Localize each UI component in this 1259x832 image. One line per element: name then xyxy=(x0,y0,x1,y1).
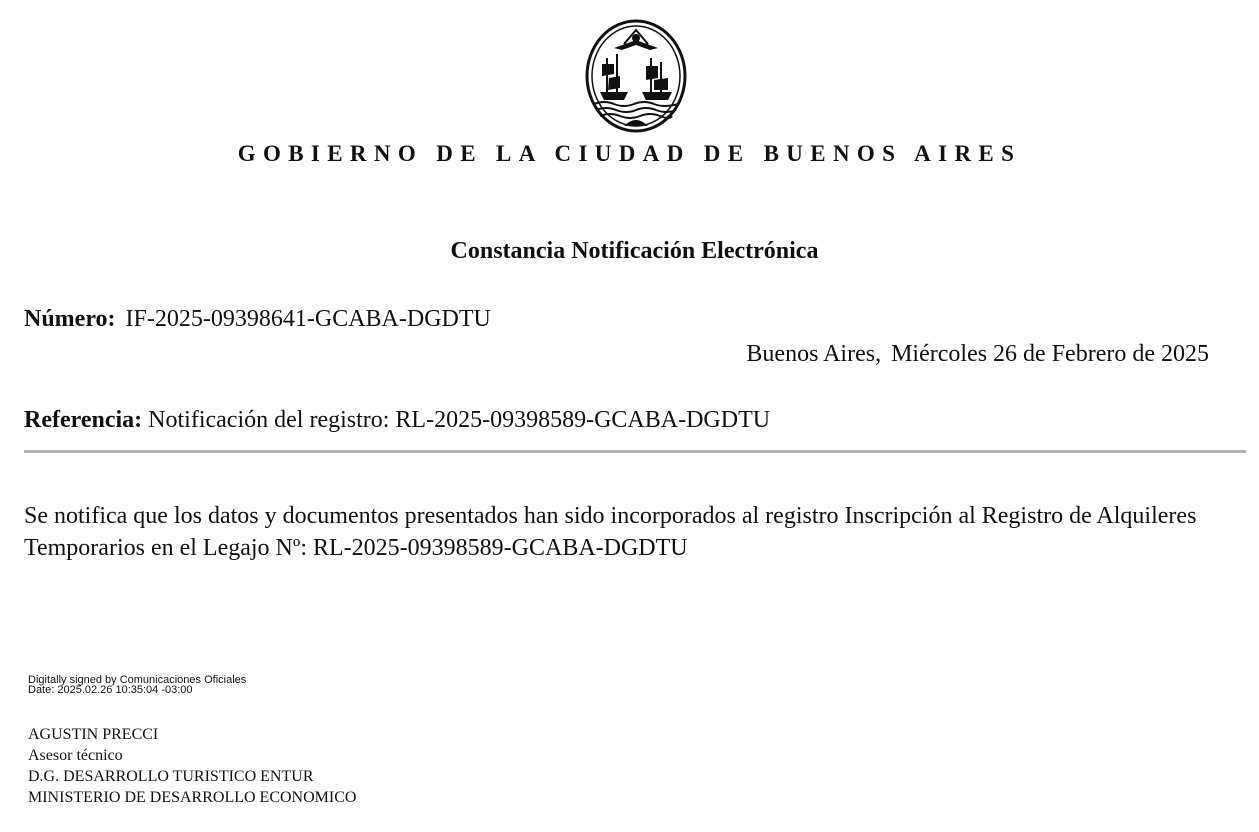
place: Buenos Aires, xyxy=(746,341,882,367)
signer-department: D.G. DESARROLLO TURISTICO ENTUR xyxy=(28,768,314,785)
date-value: Miércoles 26 de Febrero de 2025 xyxy=(891,341,1209,367)
digital-signed-line: Digitally signed by Comunicaciones Oficiales xyxy=(28,674,247,686)
numero-label: Número: xyxy=(24,306,116,332)
referencia-value: Notificación del registro: RL-2025-09398589-GCABA-DGDTU xyxy=(148,407,771,433)
document-title: Constancia Notificación Electrónica xyxy=(450,238,819,264)
signer-ministry: MINISTERIO DE DESARROLLO ECONOMICO xyxy=(28,789,357,806)
coat-of-arms-icon xyxy=(584,18,688,134)
digital-signature-stamp xyxy=(28,675,246,695)
digital-date-line: Date: 2025.02.26 10:35:04 -03:00 xyxy=(28,684,193,696)
document-number xyxy=(24,306,491,333)
referencia-label: Referencia: xyxy=(24,407,143,433)
document-date xyxy=(746,341,1209,368)
signer-role: Asesor técnico xyxy=(28,747,123,764)
signer-name: AGUSTIN PRECCI xyxy=(28,726,159,743)
government-name: GOBIERNO DE LA CIUDAD DE BUENOS AIRES xyxy=(237,141,1022,166)
signer-block xyxy=(28,724,356,808)
reference xyxy=(24,407,770,434)
numero-value: IF-2025-09398641-GCABA-DGDTU xyxy=(125,306,491,332)
notification-body: Se notifica que los datos y documentos presentados han sido incorporados al registro Inscripción al Registro de Alquileres Temporarios en el Legajo Nº: RL-2025-09398589-GCABA-DGDTU xyxy=(24,503,1197,561)
divider xyxy=(24,450,1246,453)
